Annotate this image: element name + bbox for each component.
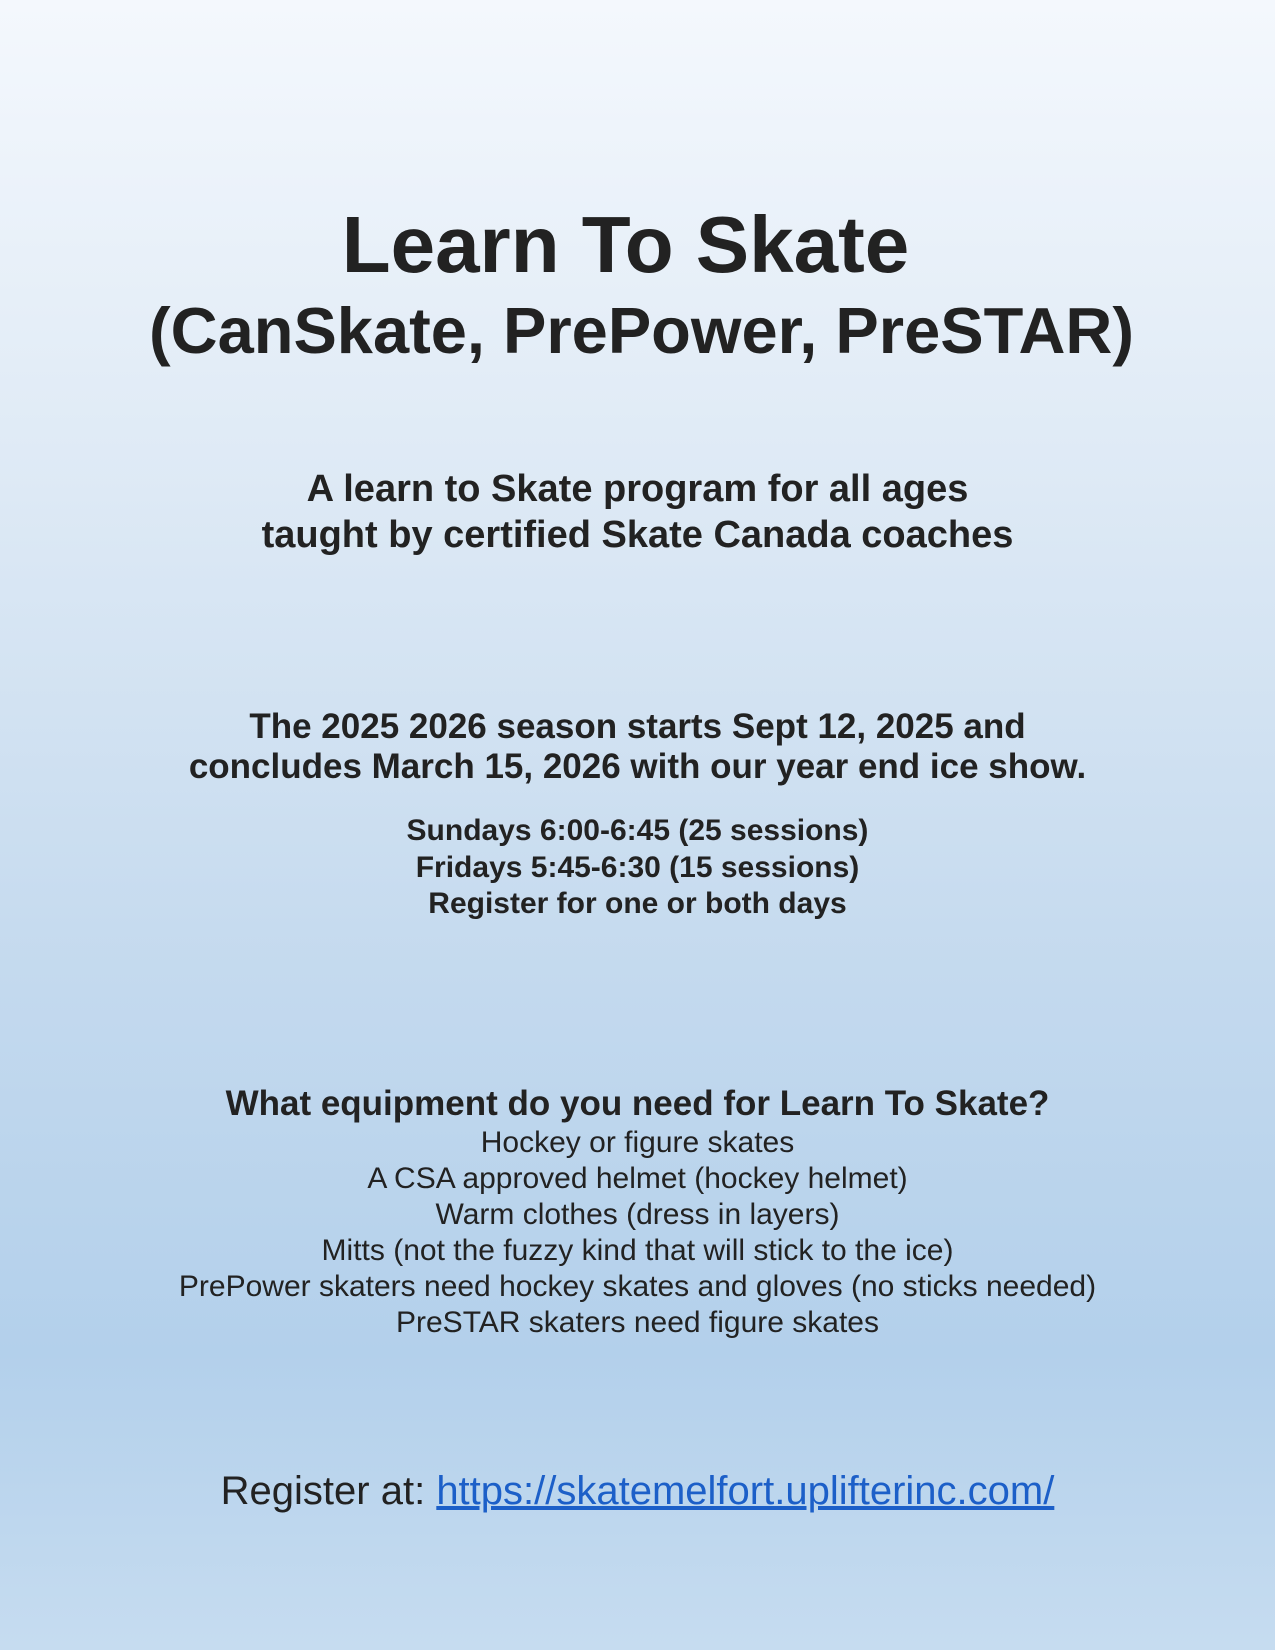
intro-line-2: taught by certified Skate Canada coaches [261,514,1014,556]
equipment-item: Warm clothes (dress in layers) [435,1198,840,1231]
schedule-sundays: Sundays 6:00-6:45 (25 sessions) [406,814,869,847]
registration-link[interactable]: https://skatemelfort.uplifterinc.com/ [436,1469,1055,1513]
equipment-item: Hockey or figure skates [480,1126,795,1159]
equipment-heading: What equipment do you need for Learn To Skate? [225,1084,1050,1123]
equipment-item: Mitts (not the fuzzy kind that will stick to the ice) [321,1234,954,1267]
schedule-fridays: Fridays 5:45-6:30 (15 sessions) [415,851,860,884]
equipment-item: PreSTAR skaters need figure skates [396,1306,879,1339]
equipment-item: PrePower skaters need hockey skates and gloves (no sticks needed) [178,1270,1097,1303]
register-label: Register at: [220,1469,437,1513]
schedule-register-note: Register for one or both days [428,887,847,920]
season-line-2: concludes March 15, 2026 with our year end ice show. [188,747,1087,786]
page-title: Learn To Skate [341,200,910,289]
equipment-item: A CSA approved helmet (hockey helmet) [367,1162,908,1195]
intro-line-1: A learn to Skate program for all ages [306,468,969,510]
register-line [0,1466,1275,1516]
season-line-1: The 2025 2026 season starts Sept 12, 2025 and [249,707,1026,746]
program-list-subtitle: (CanSkate, PrePower, PreSTAR) [149,294,1134,367]
